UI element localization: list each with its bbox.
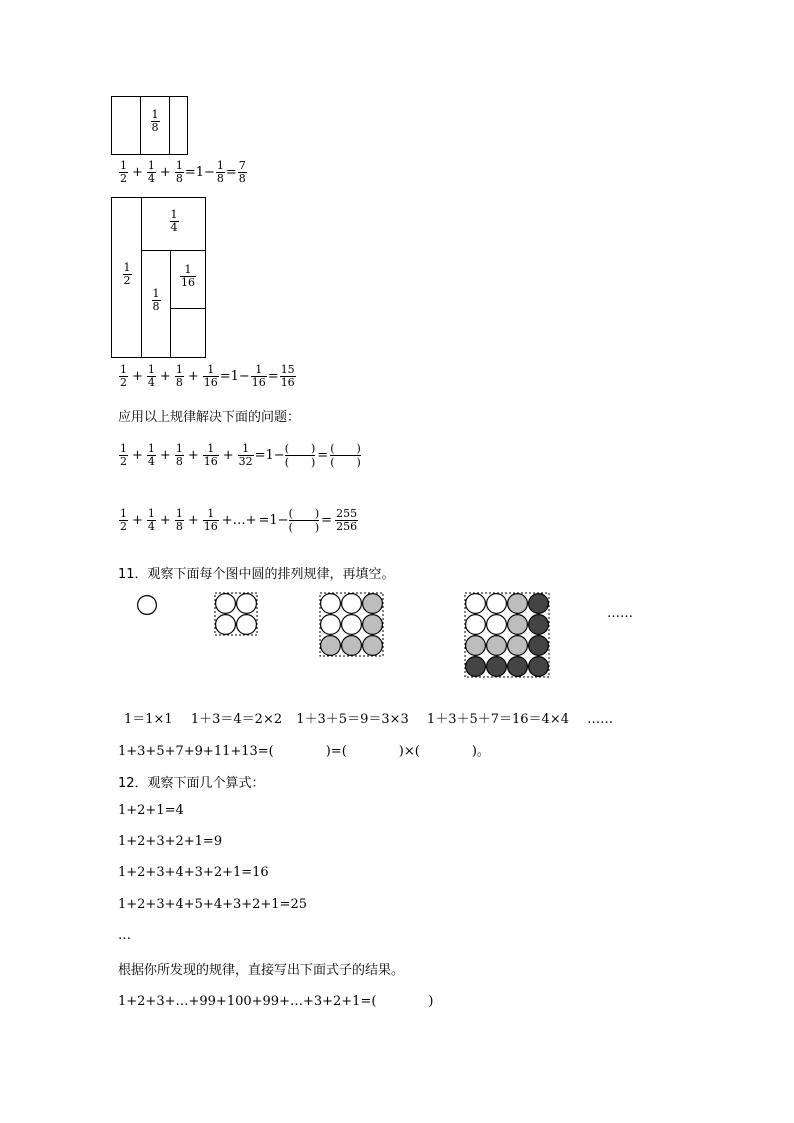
figure-4-circle (466, 657, 486, 677)
figure-4-circle (529, 615, 549, 635)
figure-2-circle (216, 615, 236, 635)
fraction-one-eighth-label: $\frac{1}{8}$ (151, 108, 159, 134)
figure-4-circle (508, 594, 528, 614)
equation-2: $\frac{1}{2}$ + $\frac{1}{4}$ + $\frac{1}{8}$ + $\frac{1}{16}$ =1− $\frac{1}{16}$ = $\frac{15}{16}$ (120, 363, 295, 389)
fraction-sixteenth-label: $\frac{1}{16}$ (181, 263, 195, 289)
answer-blank-fraction-1[interactable]: ( ) ( ) (284, 442, 316, 469)
q12-line-3: 1+2+3+4+3+2+1=16 (118, 865, 269, 880)
q12-line-2: 1+2+3+2+1=9 (118, 834, 223, 849)
q12-line-5: … (118, 928, 131, 943)
figure-4-circle (529, 594, 549, 614)
figure-4-circle (466, 594, 486, 614)
answer-blank-fraction-2[interactable]: ( ) ( ) (330, 442, 361, 469)
figure-3-circle (342, 636, 362, 656)
equation-3-fill-blank: $\frac{1}{2}$ + $\frac{1}{4}$ + $\frac{1}{8}$ + $\frac{1}{16}$ + $\frac{1}{32}$ =1− ( ) ( ) = ( ) ( ) (120, 442, 361, 469)
question-12-fill[interactable]: 1+2+3+…+99+100+99+…+3+2+1=( ) (118, 994, 434, 1009)
figure-4-circle (508, 636, 528, 656)
figure-4-circle (529, 657, 549, 677)
figure-4-circle (466, 615, 486, 635)
answer-blank-fraction-3[interactable]: ( ) ( ) (288, 507, 320, 534)
question-11-title: 11．观察下面每个图中圆的排列规律，再填空。 (118, 567, 395, 582)
fraction-half-label: $\frac{1}{2}$ (123, 261, 131, 287)
figure-4-circle (487, 615, 507, 635)
formula-2: 1＋3＝4＝2×2 (190, 712, 283, 727)
figure-1-circle (138, 596, 157, 615)
formula-4: 1＋3＋5＋7＝16＝4×4 (426, 712, 569, 727)
fraction-diagram-1 (111, 96, 188, 155)
fraction-diagram-2 (111, 197, 206, 358)
figure-3-circle (363, 636, 383, 656)
instruction-text: 应用以上规律解决下面的问题： (118, 410, 301, 425)
figure-2-circle (237, 594, 257, 614)
figure-4-circle (508, 657, 528, 677)
question-12-title: 12．观察下面几个算式： (118, 776, 265, 791)
q12-line-4: 1+2+3+4+5+4+3+2+1=25 (118, 897, 308, 912)
figure-3-circle (363, 615, 383, 635)
formula-1: 1＝1×1 (124, 712, 173, 727)
ellipsis-text: …… (607, 606, 633, 621)
figure-3-circle (342, 615, 362, 635)
figure-4-circle (529, 636, 549, 656)
equation-4-fill-blank: $\frac{1}{2}$ + $\frac{1}{4}$ + $\frac{1}{8}$ + $\frac{1}{16}$ +…+ =1− ( ) ( ) = $\frac{255}{256}$ (120, 507, 358, 534)
figure-4-circle (487, 636, 507, 656)
figure-4-circle (487, 594, 507, 614)
formula-3: 1＋3＋5＝9＝3×3 (296, 712, 409, 727)
q12-line-1: 1+2+1=4 (118, 803, 184, 818)
figure-3-circle (321, 636, 341, 656)
figure-3-circle (321, 615, 341, 635)
figure-4-circle (487, 657, 507, 677)
figure-2-circle (216, 594, 236, 614)
formula-row (124, 708, 613, 727)
question-12-instruction: 根据你所发现的规律，直接写出下面式子的结果。 (118, 963, 405, 978)
figure-2-circle (237, 615, 257, 635)
question-11-fill[interactable]: 1+3+5+7+9+11+13=( )=( )×( )。 (118, 744, 490, 759)
figure-3-circle (363, 594, 383, 614)
circle-pattern-figures (120, 585, 660, 685)
figure-4-circle (508, 615, 528, 635)
figure-4-circle (466, 636, 486, 656)
figure-3-circle (321, 594, 341, 614)
equation-1: $\frac{1}{2}$ + $\frac{1}{4}$ + $\frac{1}{8}$ =1− $\frac{1}{8}$ = $\frac{7}{8}$ (120, 159, 246, 185)
fraction-quarter-label: $\frac{1}{4}$ (170, 208, 178, 234)
formula-ellipsis: …… (587, 712, 614, 727)
figure-3-circle (342, 594, 362, 614)
fraction-eighth-label: $\frac{1}{8}$ (152, 287, 160, 313)
